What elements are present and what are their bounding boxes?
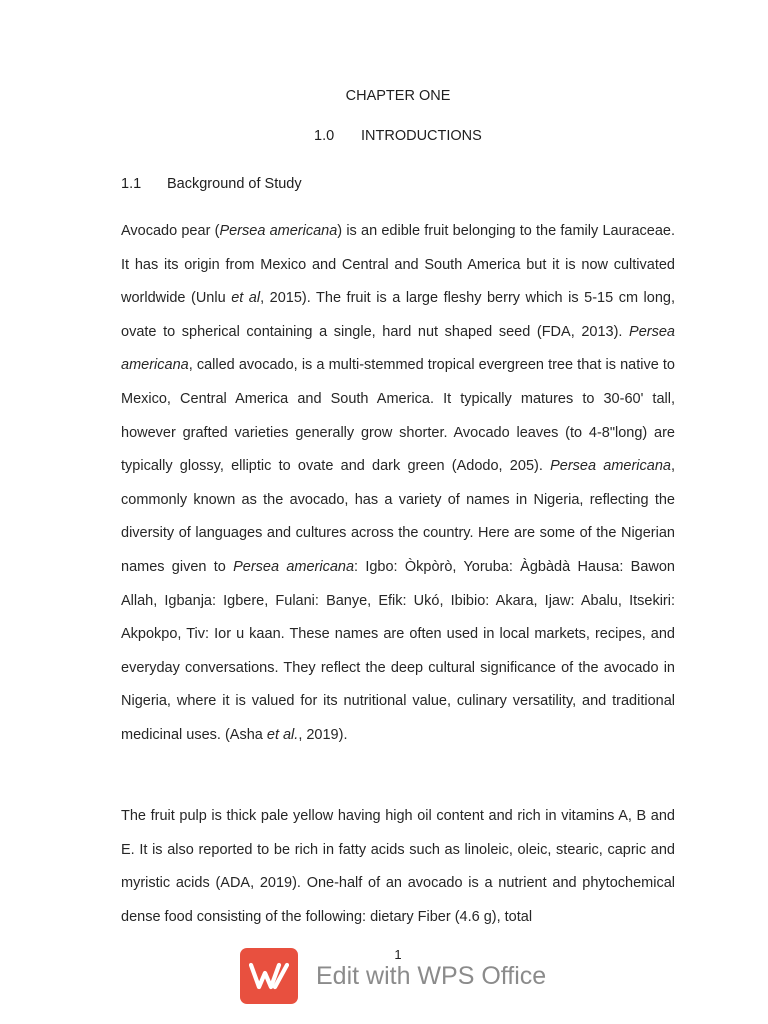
text-run: , called avocado, is a multi-stemmed tropical evergreen tree that is native to Mexico, Central America and South America. It typically matures to 30-60' tall, however grafted varieties generally grow shorter. Avocado leaves (to 4-8"long) are typically glossy, elliptic to ovate and dark green (Adodo, 205). (121, 357, 675, 475)
italic-text-run: Persea americana (121, 323, 675, 374)
italic-text-run: Persea americana (233, 558, 355, 575)
italic-text-run: Persea americana (550, 458, 671, 475)
wps-logo-icon[interactable] (240, 948, 298, 1004)
paragraph-fruit-pulp (121, 800, 675, 934)
intro-number: 1.0 (314, 128, 335, 144)
wps-edit-banner[interactable] (240, 948, 546, 1004)
chapter-title: CHAPTER ONE (345, 88, 451, 104)
italic-text-run: et al (231, 290, 261, 307)
intro-heading (314, 128, 482, 144)
text-run: , 2019). (298, 726, 348, 743)
text-run: , 2015). The fruit is a large fleshy berry which is 5-15 cm long, ovate to spherical containing a single, hard nut shaped seed (FDA, 2013). (121, 290, 675, 340)
italic-text-run: Persea americana (219, 223, 338, 239)
italic-text-run: et al. (266, 726, 299, 743)
text-run: Avocado pear ( (121, 223, 220, 239)
intro-title: INTRODUCTIONS (361, 128, 482, 144)
text-run: ) is an edible fruit belonging to the family Lauraceae. It has its origin from Mexico and Central and South America but it is now cultivated worldwide (Unlu (121, 223, 676, 307)
text-run: The fruit pulp is thick pale yellow having high oil content and rich in vitamins A, B and E. It is also reported to be rich in fatty acids such as linoleic, oleic, stearic, capric and myristic acids (ADA, 2019). One-half of an avocado is a nutrient and phytochemical dense food consisting of the following: dietary Fiber (4.6 g), total (121, 808, 675, 925)
wps-banner-text[interactable]: Edit with WPS Office (316, 961, 547, 990)
section-title: Background of Study (167, 176, 302, 192)
section-heading (121, 176, 302, 192)
section-number: 1.1 (121, 176, 142, 192)
page-number: 1 (394, 947, 402, 962)
text-run: : Igbo: Òkpòrò, Yoruba: Àgbàdà Hausa: Bawon Allah, Igbanja: Igbere, Fulani: Banye, Efik: Ukó, Ibibio: Akara, Ijaw: Abalu, Itsekiri: Akpokpo, Tiv: Ior u kaan. These names are often used in local markets, recipes, and everyday conversations. They reflect the deep cultural significance of the avocado in Nigeria, where it is valued for its nutritional value, culinary versatility, and traditional medicinal uses. (Asha (121, 558, 675, 743)
paragraph-background (121, 215, 675, 753)
text-run: , commonly known as the avocado, has a variety of names in Nigeria, reflecting the diversity of languages and cultures across the country. Here are some of the Nigerian names given to (121, 458, 675, 575)
